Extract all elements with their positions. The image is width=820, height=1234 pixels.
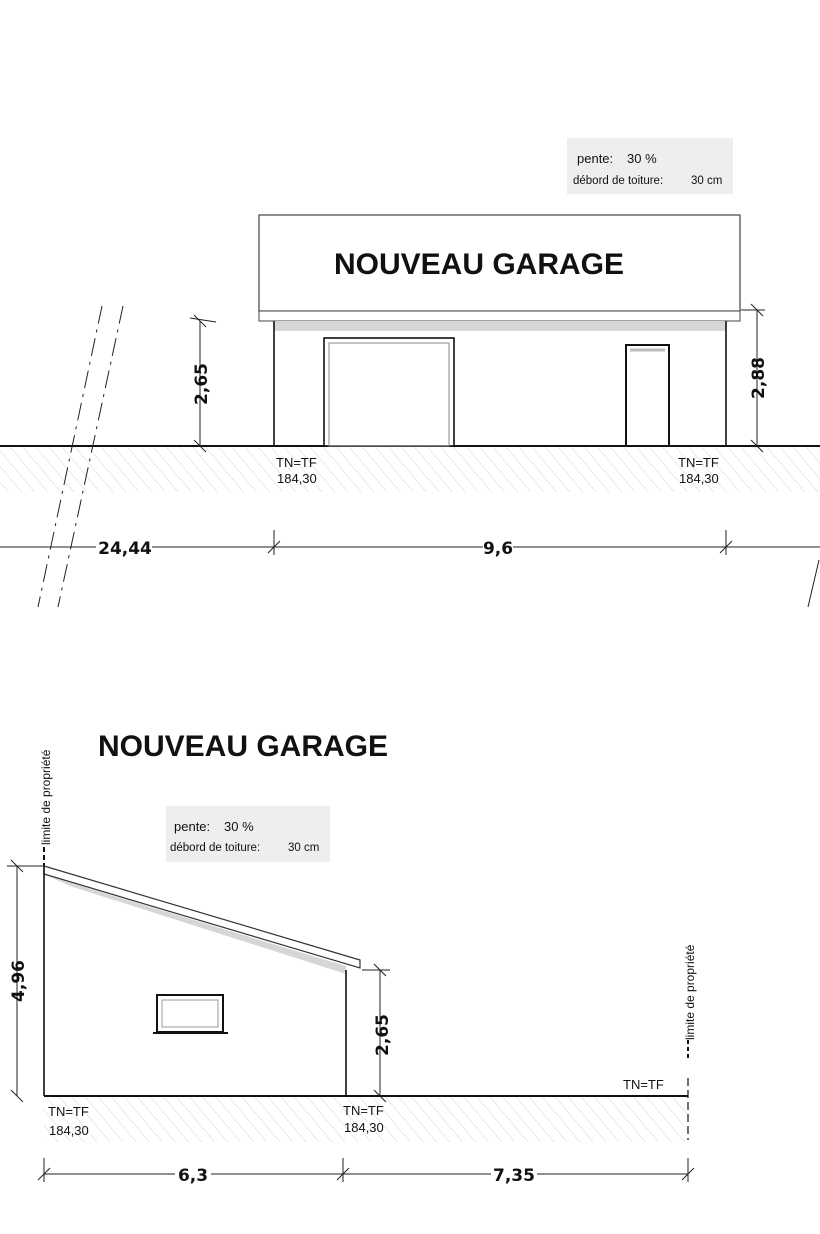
property-limit-right-label: limite de propriété: [683, 944, 697, 1040]
level-middle-value-side: 184,30: [344, 1120, 384, 1135]
height-low-label: 2,65: [373, 1014, 393, 1056]
level-middle-label-side: TN=TF: [343, 1103, 384, 1118]
overhang-value-side: 30 cm: [288, 842, 320, 854]
garage-title: NOUVEAU GARAGE: [333, 248, 625, 281]
dim-depth-label: 6,3: [177, 1166, 209, 1186]
slope-value-side: 30 %: [224, 819, 254, 834]
property-limit-left: [39, 749, 53, 866]
level-left-label-side: TN=TF: [48, 1104, 89, 1119]
property-limit-left-label: limite de propriété: [39, 749, 53, 845]
dim-distance-label: 24,44: [98, 539, 152, 559]
dim-distance-label-side: 7,35: [493, 1166, 535, 1186]
height-left-label: 2,65: [192, 363, 212, 405]
slope-value: 30 %: [627, 151, 657, 166]
overhang-label-side: débord de toiture:: [170, 842, 261, 854]
height-right-label: 2,88: [749, 357, 769, 399]
level-right-label: TN=TF: [678, 455, 719, 470]
garage-title-side: NOUVEAU GARAGE: [98, 730, 389, 763]
height-dimension-low: [362, 964, 393, 1102]
level-left-value: 184,30: [277, 471, 317, 486]
level-right-value: 184,30: [679, 471, 719, 486]
side-elevation: [7, 730, 697, 1186]
height-total-label: 4,96: [9, 960, 29, 1002]
horizontal-dimension: [0, 530, 820, 559]
garage-side-view: [44, 866, 360, 1096]
level-left-label: TN=TF: [276, 455, 317, 470]
level-left-value-side: 184,30: [49, 1123, 89, 1138]
horizontal-dimension-side: [38, 1158, 694, 1186]
height-dimension-left: [190, 315, 216, 452]
roof-note-side: [166, 806, 330, 862]
slope-label-side: pente:: [174, 819, 211, 834]
service-door: [626, 345, 669, 446]
level-right-label-side: TN=TF: [623, 1077, 664, 1092]
dim-width-label: 9,6: [482, 539, 514, 559]
garage-door: [324, 338, 454, 446]
front-elevation: [0, 138, 820, 607]
overhang-value: 30 cm: [691, 175, 723, 187]
slope-label: pente:: [577, 151, 614, 166]
roof-shadow: [274, 321, 726, 331]
height-dimension-right: [741, 304, 769, 452]
window: [153, 995, 228, 1033]
overhang-label: débord de toiture:: [573, 175, 664, 187]
height-dimension-total: [7, 860, 44, 1102]
roof-soffit: [259, 311, 740, 321]
roof-note: [567, 138, 733, 194]
